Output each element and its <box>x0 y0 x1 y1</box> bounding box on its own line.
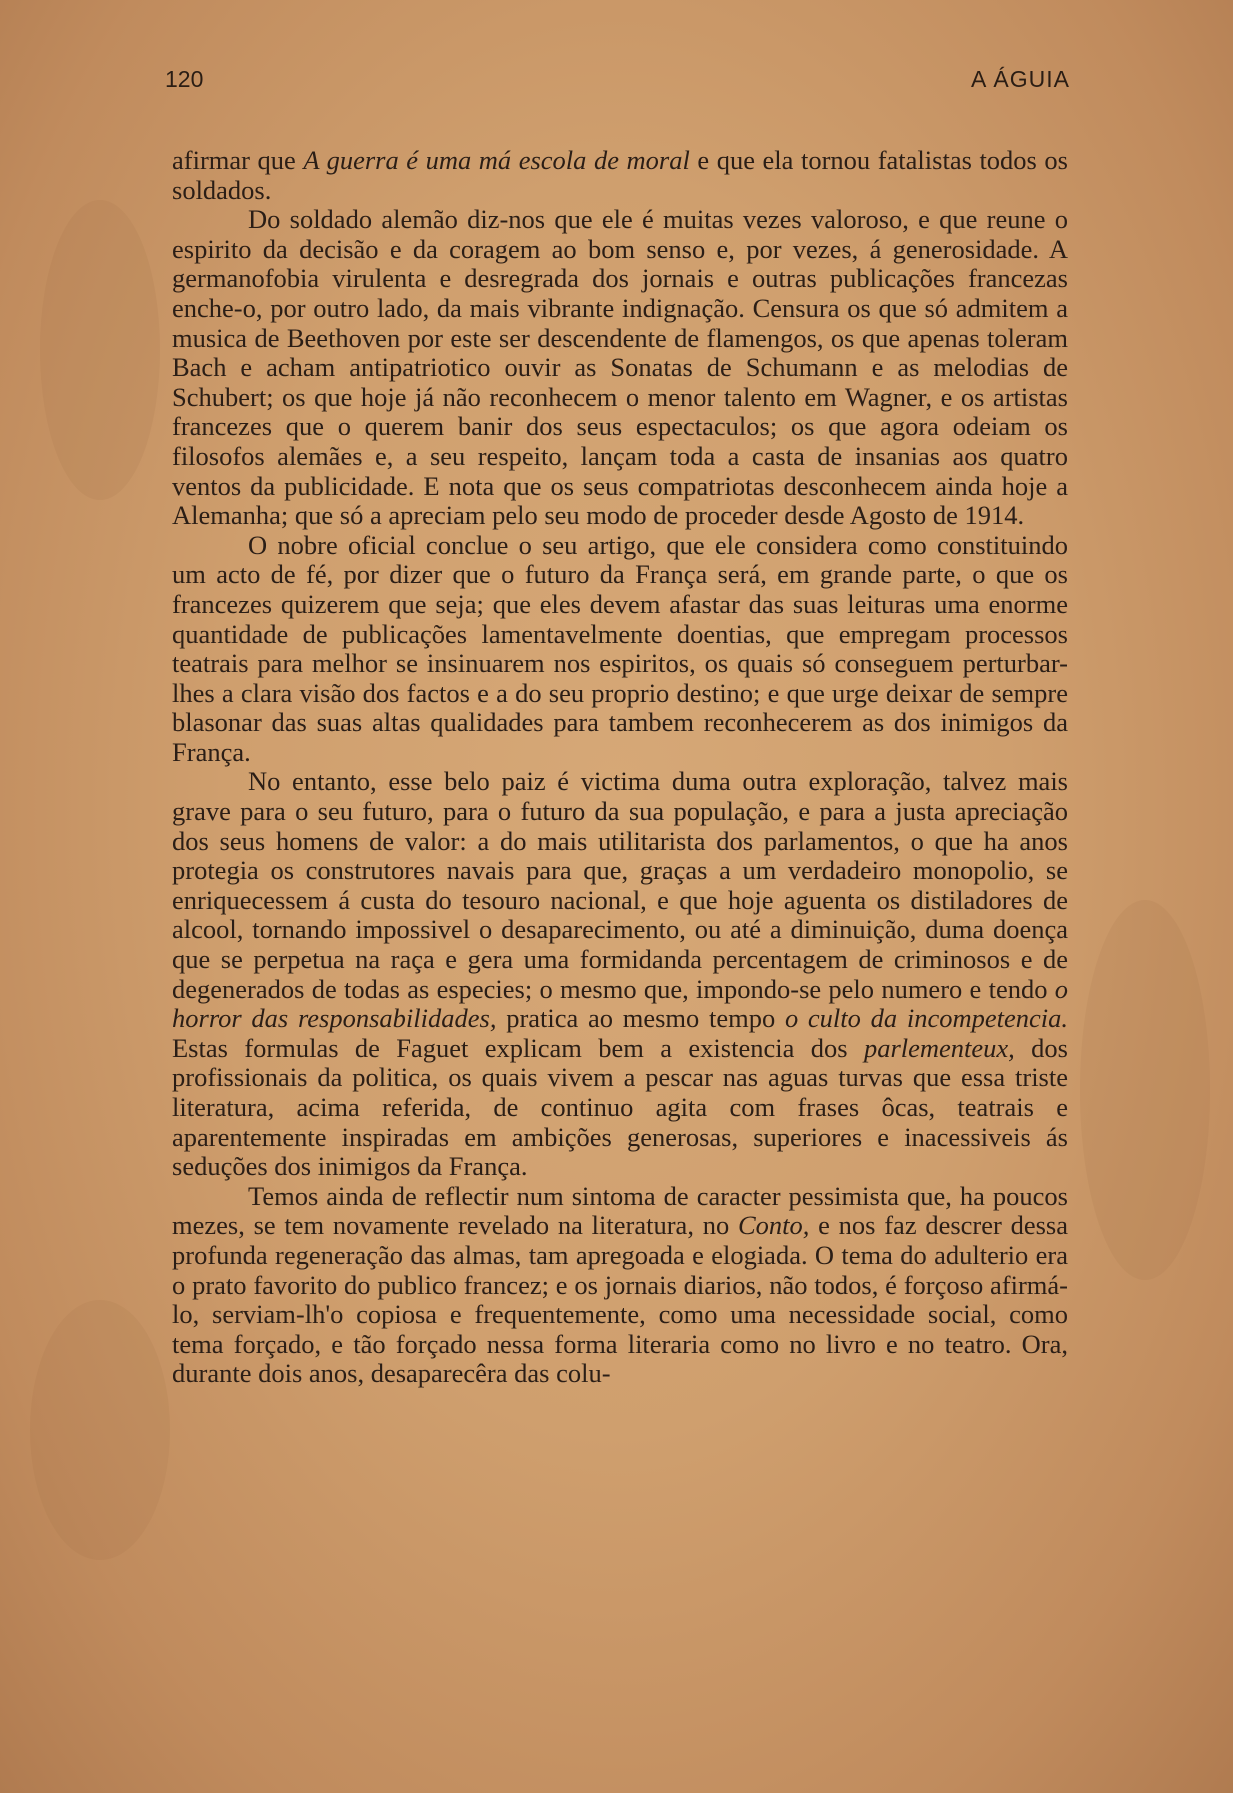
paper-stain <box>30 1300 170 1560</box>
italic-text: o horror das responsabilidades, <box>172 973 1068 1034</box>
journal-title: A ÁGUIA <box>970 66 1070 92</box>
paragraph <box>172 1182 1068 1389</box>
paper-stain <box>1080 900 1210 1280</box>
paragraph <box>172 205 1068 531</box>
text-run: Estas formulas de Faguet explicam bem a existencia dos <box>172 1032 864 1063</box>
text-run: dos profissionais da politica, os quais vivem a pescar nas aguas turvas que essa triste literatura, acima referida, de continuo agita com frases ôcas, teatrais e aparentemente inspiradas em ambições generosas, superiores e inacessiveis ás seduções dos inimigos da França. <box>172 1032 1068 1182</box>
text-run: pratica ao mesmo tempo <box>496 1003 785 1034</box>
text-run: Temos ainda de reflectir num sintoma de caracter pessimista que, ha poucos mezes, se tem novamente revelado na literatura, no <box>172 1180 1068 1241</box>
article-body <box>172 146 1068 1389</box>
italic-text: Conto, <box>737 1210 810 1241</box>
text-run: e que ela tornou fatalistas todos os soldados. <box>172 145 1068 205</box>
italic-text: parlementeux, <box>863 1032 1015 1063</box>
text-run: O nobre oficial conclue o seu artigo, que ele considera como constituindo um acto de fé, por dizer que o futuro da França será, em grande parte, o que os francezes quizerem que seja; que eles devem afastar das suas leituras uma enorme quantidade de publicações lamentavelmente doentias, que empregam processos teatrais para melhor se insinuarem nos espiritos, os quais só conseguem perturbar-lhes a clara visão dos factos e a do seu proprio destino; e que urge deixar de sempre blasonar das suas altas qualidades para tambem reconhecerem as dos inimigos da França. <box>172 529 1068 767</box>
paragraph <box>172 531 1068 768</box>
running-head <box>165 66 1070 98</box>
page-number: 120 <box>165 66 204 92</box>
italic-text: o culto da incompetencia. <box>784 1003 1068 1034</box>
text-run: afirmar que <box>172 145 304 175</box>
italic-text: A guerra é uma má escola de moral <box>303 145 690 175</box>
text-run: Do soldado alemão diz-nos que ele é muitas vezes valoroso, e que reune o espirito da decisão e da coragem ao bom senso e, por vezes, á generosidade. A germanofobia virulenta e desregrada dos jornais e outras publicações francezas enche-o, por outro lado, da mais vibrante indignação. Censura os que só admitem a musica de Beethoven por este ser descendente de flamengos, os que apenas toleram Bach e acham antipatriotico ouvir as Sonatas de Schumann e as melodias de Schubert; os que hoje já não reconhecem o menor talento em Wagner, e os artistas francezes que o querem banir dos seus espectaculos; os que agora odeiam os filosofos alemães e, a seu respeito, lançam toda a casta de insanias aos quatro ventos da publicidade. E nota que os seus compatriotas desconhecem ainda hoje a Alemanha; que só a apreciam pelo seu modo de proceder desde Agosto de 1914. <box>172 204 1068 531</box>
text-run: No entanto, esse belo paiz é victima duma outra exploração, talvez mais grave para o seu futuro, para o futuro da sua população, e para a justa apreciação dos seus homens de valor: a do mais utilitarista dos parlamentos, o que ha anos protegia os construtores navais para que, graças a um verdadeiro monopolio, se enriquecessem á custa do tesouro nacional, e que hoje aguenta os distiladores de alcool, tornando impossivel o desaparecimento, ou até a diminuição, duma doença que se perpetua na raça e gera uma formidanda percentagem de criminosos e de degenerados de todas as especies; o mesmo que, impondo-se pelo numero e tendo <box>172 766 1068 1004</box>
paragraph <box>172 146 1068 205</box>
paragraph <box>172 767 1068 1181</box>
text-run: e nos faz descrer dessa profunda regeneração das almas, tam apregoada e elogiada. O tema do adulterio era o prato favorito do publico francez; e os jornais diarios, não todos, é forçoso afirmá-lo, serviam-lh'o copiosa e frequentemente, como uma necessidade social, como tema forçado, e tão forçado nessa forma literaria como no livro e no teatro. Ora, durante dois anos, desaparecêra das colu- <box>172 1210 1068 1389</box>
paper-stain <box>40 200 160 500</box>
